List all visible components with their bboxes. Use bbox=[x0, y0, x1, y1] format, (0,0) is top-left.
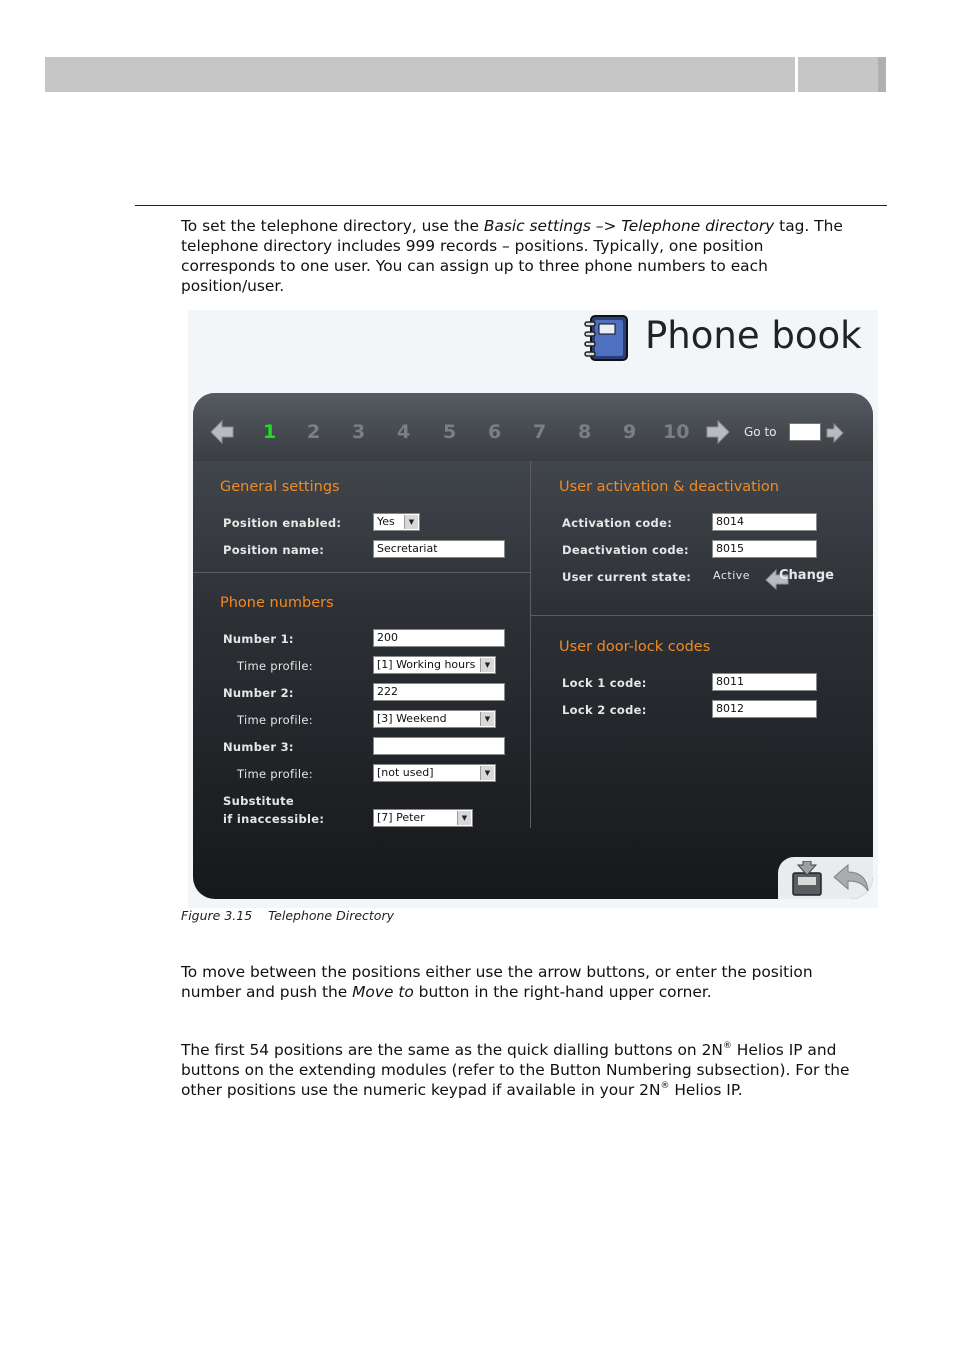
time-profile-1-label: Time profile: bbox=[237, 659, 313, 673]
position-enabled-select[interactable] bbox=[373, 513, 420, 531]
intro-line-2: telephone directory includes 999 records – positions. Typically, one position bbox=[181, 237, 764, 255]
number-3-label: Number 3: bbox=[223, 740, 294, 754]
position-name-input[interactable]: Secretariat bbox=[373, 540, 505, 558]
change-button[interactable]: Change bbox=[779, 568, 834, 583]
prev-arrow-icon[interactable] bbox=[209, 419, 235, 445]
save-icon[interactable] bbox=[790, 861, 824, 897]
first-54-paragraph bbox=[181, 1040, 891, 1100]
user-state-value: Active bbox=[713, 569, 751, 582]
time-profile-1-select[interactable] bbox=[373, 656, 496, 674]
left-section-divider bbox=[193, 572, 530, 573]
number-2-label: Number 2: bbox=[223, 686, 294, 700]
intro-basic-settings: Basic settings bbox=[483, 217, 591, 235]
header-page-tab-shade bbox=[878, 57, 886, 92]
chevron-down-icon: ▼ bbox=[457, 811, 471, 825]
nav-position-10[interactable]: 10 bbox=[663, 421, 690, 443]
time-profile-3-label: Time profile: bbox=[237, 767, 313, 781]
first-54-line-1 bbox=[181, 1040, 891, 1060]
header-page-tab bbox=[798, 57, 886, 92]
intro-arrow: –> bbox=[590, 217, 622, 235]
move-to-term: Move to bbox=[352, 983, 414, 1001]
first-54-text-b: Helios IP and bbox=[731, 1041, 837, 1059]
right-section-divider bbox=[531, 615, 873, 616]
figure-caption bbox=[181, 908, 394, 923]
intro-line-4: position/user. bbox=[181, 277, 285, 295]
action-button-area bbox=[778, 857, 873, 899]
deactivation-code-label: Deactivation code: bbox=[562, 543, 689, 557]
chevron-down-icon: ▼ bbox=[480, 766, 494, 780]
chevron-down-icon: ▼ bbox=[404, 515, 418, 529]
time-profile-2-label: Time profile: bbox=[237, 713, 313, 727]
nav-position-9[interactable]: 9 bbox=[623, 421, 637, 443]
phone-numbers-title: Phone numbers bbox=[220, 595, 334, 611]
first-54-text-c: other positions use the numeric keypad if available in your 2N bbox=[181, 1081, 661, 1099]
caption-text: Telephone Directory bbox=[268, 908, 394, 923]
intro-telephone-directory: Telephone directory bbox=[621, 217, 775, 235]
first-54-line-2: buttons on the extending modules (refer to the Button Numbering subsection). For the bbox=[181, 1061, 850, 1079]
intro-line-1 bbox=[181, 216, 891, 236]
nav-position-1[interactable]: 1 bbox=[263, 421, 277, 443]
chevron-down-icon: ▼ bbox=[480, 658, 494, 672]
registered-mark: ® bbox=[660, 1080, 670, 1091]
position-name-label: Position name: bbox=[223, 543, 325, 557]
position-navigation bbox=[193, 393, 873, 461]
phone-book-title: Phone book bbox=[645, 314, 862, 357]
move-line-2 bbox=[181, 982, 891, 1002]
goto-arrow-icon[interactable] bbox=[826, 423, 844, 443]
user-activation-title: User activation & deactivation bbox=[559, 479, 779, 495]
lock-2-code-input[interactable]: 8012 bbox=[712, 700, 817, 718]
lock-1-code-label: Lock 1 code: bbox=[562, 676, 647, 690]
user-state-label: User current state: bbox=[562, 570, 692, 584]
substitute-value: [7] Peter bbox=[377, 811, 425, 824]
intro-paragraph bbox=[181, 216, 891, 296]
general-settings-title: General settings bbox=[220, 479, 340, 495]
back-icon[interactable] bbox=[832, 863, 870, 895]
nav-position-8[interactable]: 8 bbox=[578, 421, 592, 443]
move-paragraph bbox=[181, 962, 891, 1002]
goto-input[interactable] bbox=[789, 423, 821, 441]
intro-text: To set the telephone directory, use the bbox=[181, 217, 484, 235]
first-54-text-a: The first 54 positions are the same as the quick dialling buttons on 2N bbox=[181, 1041, 723, 1059]
header-bar bbox=[45, 57, 795, 92]
nav-position-7[interactable]: 7 bbox=[533, 421, 547, 443]
goto-label: Go to bbox=[744, 425, 777, 439]
move-text-a: number and push the bbox=[181, 983, 353, 1001]
phone-book-panel bbox=[193, 393, 873, 899]
nav-position-5[interactable]: 5 bbox=[443, 421, 457, 443]
position-enabled-value: Yes bbox=[377, 515, 395, 528]
position-enabled-label: Position enabled: bbox=[223, 516, 342, 530]
number-3-input[interactable] bbox=[373, 737, 505, 755]
deactivation-code-input[interactable]: 8015 bbox=[712, 540, 817, 558]
time-profile-1-value: [1] Working hours bbox=[377, 658, 476, 671]
time-profile-2-value: [3] Weekend bbox=[377, 712, 447, 725]
lock-1-code-input[interactable]: 8011 bbox=[712, 673, 817, 691]
next-arrow-icon[interactable] bbox=[705, 419, 731, 445]
time-profile-2-select[interactable] bbox=[373, 710, 496, 728]
notebook-icon bbox=[583, 312, 631, 364]
substitute-select[interactable] bbox=[373, 809, 473, 827]
intro-line-3: corresponds to one user. You can assign up to three phone numbers to each bbox=[181, 257, 768, 275]
time-profile-3-value: [not used] bbox=[377, 766, 434, 779]
number-1-label: Number 1: bbox=[223, 632, 294, 646]
intro-tag-text: tag. The bbox=[774, 217, 843, 235]
lock-2-code-label: Lock 2 code: bbox=[562, 703, 647, 717]
nav-position-2[interactable]: 2 bbox=[307, 421, 321, 443]
column-divider bbox=[530, 461, 531, 828]
move-line-1: To move between the positions either use the arrow buttons, or enter the position bbox=[181, 963, 813, 981]
chevron-down-icon: ▼ bbox=[480, 712, 494, 726]
move-text-c: button in the right-hand upper corner. bbox=[413, 983, 712, 1001]
first-54-text-d: Helios IP. bbox=[669, 1081, 743, 1099]
section-rule bbox=[135, 205, 887, 206]
registered-mark: ® bbox=[722, 1040, 732, 1051]
time-profile-3-select[interactable] bbox=[373, 764, 496, 782]
number-1-input[interactable]: 200 bbox=[373, 629, 505, 647]
first-54-line-3 bbox=[181, 1080, 891, 1100]
substitute-label-line-2: if inaccessible: bbox=[223, 812, 325, 826]
door-lock-title: User door-lock codes bbox=[559, 639, 711, 655]
caption-number: Figure 3.15 bbox=[181, 908, 253, 923]
number-2-input[interactable]: 222 bbox=[373, 683, 505, 701]
nav-position-3[interactable]: 3 bbox=[352, 421, 366, 443]
nav-position-4[interactable]: 4 bbox=[397, 421, 411, 443]
nav-position-6[interactable]: 6 bbox=[488, 421, 502, 443]
activation-code-input[interactable]: 8014 bbox=[712, 513, 817, 531]
activation-code-label: Activation code: bbox=[562, 516, 673, 530]
substitute-label-line-1: Substitute bbox=[223, 794, 294, 808]
